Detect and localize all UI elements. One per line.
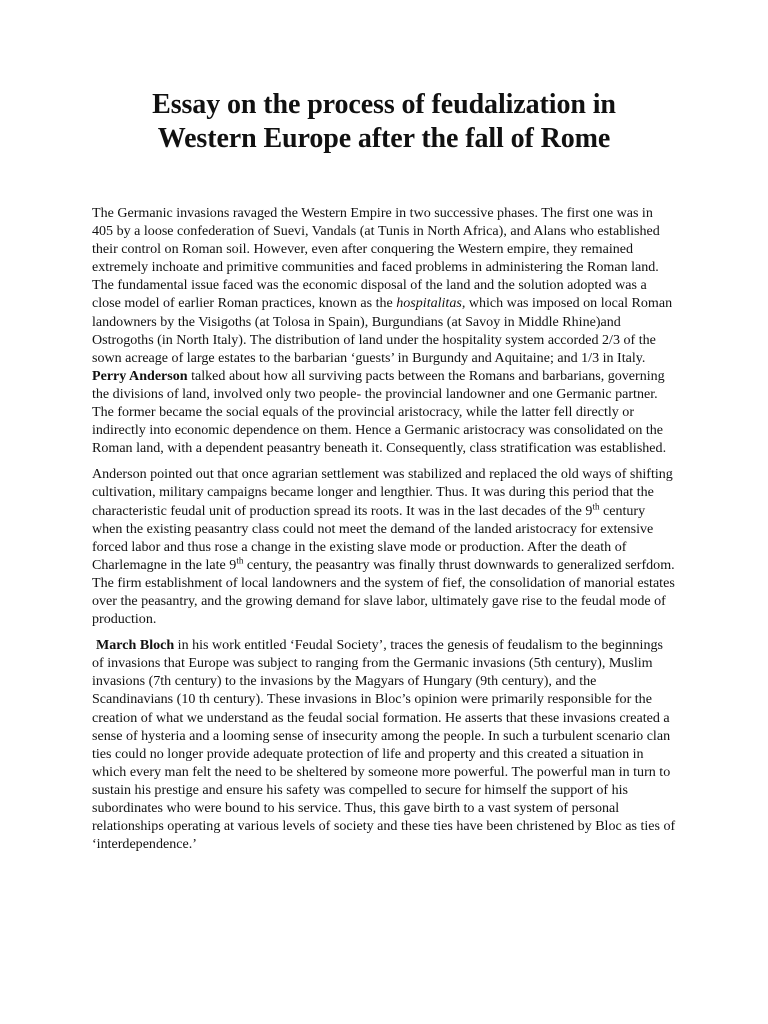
paragraph-text: which was imposed on local Roman landowners by the Visigoths (at Tolosa in Spain), Burgundians (at Savoy in Middle Rhine)and Ostrogoths (in North Italy). The distribution of land under the hospitality system accorded 2/3 of the sown acreage of large estates to the barbarian ‘guests’ in Burgundy and Aquitaine; and 1/3 in Italy. xyxy=(92,295,673,366)
paragraph-text: talked about how all surviving pacts between the Romans and barbarians, governing the divisions of land, involved only two people- the provincial landowner and one Germanic partner. The former became the social equals of the provincial aristocracy, while the latter fell directly or indirectly into economic dependence on them. Hence a Germanic aristocracy was consolidated on the Roman land, with a dependent peasantry beneath it. Consequently, class stratification was established. xyxy=(92,367,667,457)
paragraph-text: century, the peasantry was finally thrust downwards to generalized serfdom. The firm establishment of local landowners and the system of fief, the consolidation of manorial estates over the peasantry, and the growing demand for slave labor, ultimately gave rise to the feudal mode of production. xyxy=(92,556,675,628)
paragraph-text: century when the existing peasantry class could not meet the demand of the landed aristocracy for extensive forced labor and thus rose a change in the existing slave mode or production. After the death of Charlemagne in the late 9 xyxy=(92,502,654,573)
italic-term: hospitalitas, xyxy=(396,295,466,312)
paragraph-2 xyxy=(92,465,676,628)
paragraph-3 xyxy=(92,636,676,853)
document-title xyxy=(92,88,676,156)
title-line-2: Western Europe after the fall of Rome xyxy=(157,123,611,154)
title-line-1: Essay on the process of feudalization in xyxy=(152,89,616,120)
paragraph-text: in his work entitled ‘Feudal Society’, traces the genesis of feudalism to the beginnings of invasions that Europe was subject to ranging from the Germanic invasions (5th century), Muslim invasions (7th century) to the invasions by the Magyars of Hungary (9th century), and the Scandinavians (10 th century). These invasions in Bloc’s opinion were primarily responsible for the creation of what we understand as the feudal social formation. He asserts that these invasions created a sense of hysteria and a looming sense of insecurity among the people. In such a turbulent scenario clan ties could no longer provide adequate protection of life and property and this created a situation in which every man felt the need to be sheltered by someone more powerful. The powerful man in turn to sustain his prestige and ensure his safety was compelled to secure for himself the support of his subordinates who were bound to his service. Thus, this gave birth to a vast system of personal relationships operating at various levels of society and these ties have been christened by Bloc as ties of ‘interdependence.’ xyxy=(92,637,676,853)
ordinal-suffix: th xyxy=(592,500,600,511)
document-body xyxy=(92,204,676,853)
paragraph-1 xyxy=(92,204,676,457)
bold-name: Perry Anderson xyxy=(92,367,188,384)
bold-name: March Bloch xyxy=(96,637,175,654)
paragraph-text: The Germanic invasions ravaged the Western Empire in two successive phases. The first one was in 405 by a loose confederation of Suevi, Vandals (at Tunis in North Africa), and Alans who established their control on Roman soil. However, even after conquering the Western empire, they remained extremely inchoate and primitive communities and faced problems in administering the Roman land. The fundamental issue faced was the economic disposal of the land and the solution adopted was a close model of earlier Roman practices, known as the xyxy=(92,205,660,312)
ordinal-suffix: th xyxy=(236,555,244,566)
paragraph-text: Anderson pointed out that once agrarian settlement was stabilized and replaced the old ways of shifting cultivation, military campaigns became longer and lengthier. Thus. It was during this period that the characteristic feudal unit of production spread its roots. It was in the last decades of the 9 xyxy=(92,466,673,519)
